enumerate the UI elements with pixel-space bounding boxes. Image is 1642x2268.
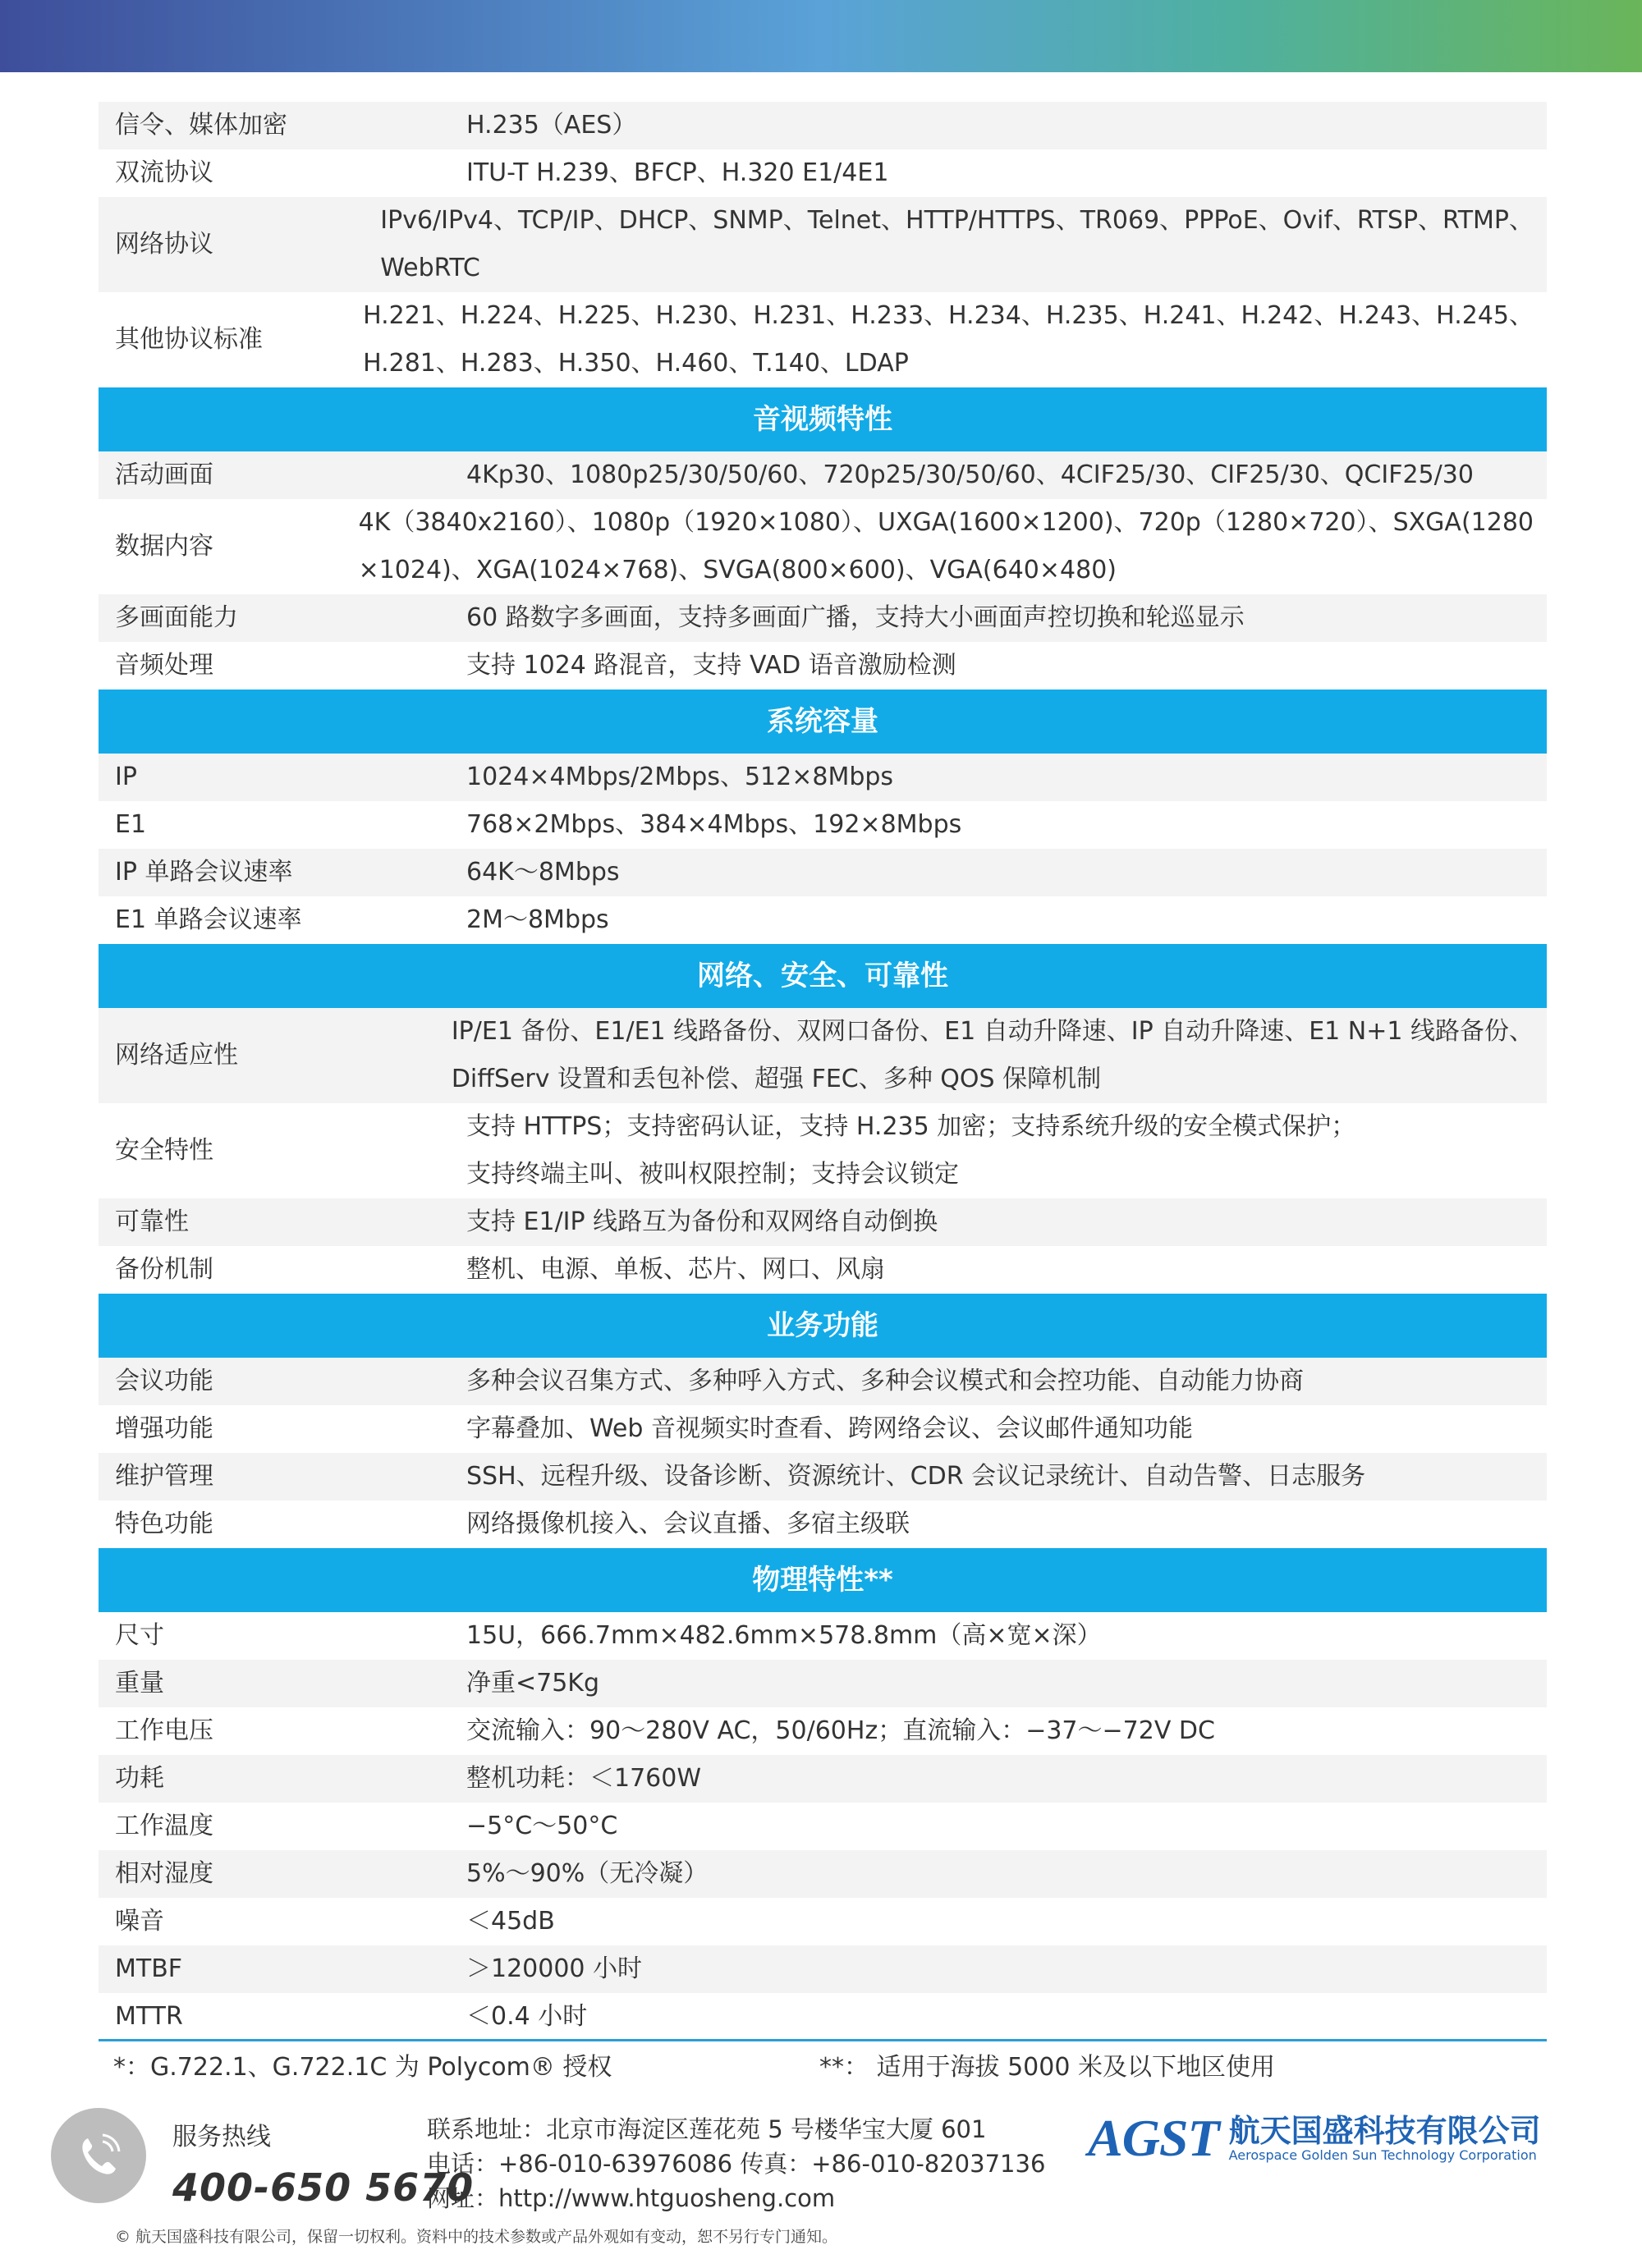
- spec-value: [466, 1358, 1547, 1405]
- spec-value: [466, 149, 1547, 197]
- spec-label: 备份机制: [115, 1255, 213, 1284]
- spec-label: 重量: [115, 1669, 164, 1698]
- contact-phone-fax: 电话：+86-010-63976086 传真：+86-010-82037136: [427, 2150, 1046, 2178]
- spec-value-line: 支持 HTTPS；支持密码认证，支持 H.235 加密；支持系统升级的安全模式保护；: [466, 1112, 1356, 1141]
- spec-value-line: H.281、H.283、H.350、H.460、T.140、LDAP: [363, 349, 909, 378]
- spec-group-capacity: [99, 754, 1547, 944]
- spec-value-line: 字幕叠加、Web 音视频实时查看、跨网络会议、会议邮件通知功能: [466, 1414, 1193, 1443]
- spec-value-line: 支持 E1/IP 线路互为备份和双网络自动倒换: [466, 1207, 938, 1236]
- spec-row: [99, 849, 1547, 896]
- spec-group-security: [99, 1008, 1547, 1294]
- spec-value-line: 5%～90%（无冷凝）: [466, 1859, 709, 1888]
- spec-value-line: 1024×4Mbps/2Mbps、512×8Mbps: [466, 763, 894, 791]
- spec-value: [466, 1103, 1547, 1198]
- section-header-av: 音视频特性: [99, 387, 1547, 451]
- spec-label: 工作温度: [115, 1812, 213, 1840]
- spec-row: [99, 896, 1547, 944]
- spec-value: [466, 1501, 1547, 1548]
- spec-label: MTBF: [115, 1954, 183, 1983]
- spec-row: [99, 1103, 1547, 1198]
- spec-group-av: [99, 451, 1547, 690]
- spec-value-line: SSH、远程升级、设备诊断、资源统计、CDR 会议记录统计、自动告警、日志服务: [466, 1462, 1366, 1491]
- spec-label: 网络协议: [115, 230, 213, 259]
- spec-label: MTTR: [115, 2002, 183, 2031]
- spec-row: [99, 642, 1547, 690]
- section-header-security: 网络、安全、可靠性: [99, 944, 1547, 1008]
- contact-address: 联系地址：北京市海淀区莲花苑 5 号楼华宝大厦 601: [427, 2115, 987, 2143]
- spec-value: [466, 896, 1547, 944]
- spec-value-line: ＞120000 小时: [466, 1954, 643, 1983]
- spec-row: [99, 1707, 1547, 1755]
- copyright-notice: © 航天国盛科技有限公司，保留一切权利。资料中的技术参数或产品外观如有变动，恕不另行专门通知。: [115, 2228, 838, 2246]
- spec-label: 工作电压: [115, 1716, 213, 1745]
- spec-label: E1 单路会议速率: [115, 905, 302, 934]
- spec-row: [99, 1198, 1547, 1246]
- spec-row: [99, 1755, 1547, 1803]
- logo-text: [1229, 2114, 1541, 2163]
- spec-value: [466, 801, 1547, 849]
- section-header-business: 业务功能: [99, 1294, 1547, 1358]
- spec-label: 其他协议标准: [115, 325, 263, 354]
- spec-label: 网络适应性: [115, 1041, 238, 1070]
- spec-value: [466, 102, 1547, 149]
- spec-value-line: 网络摄像机接入、会议直播、多宿主级联: [466, 1510, 910, 1538]
- section-header-capacity: 系统容量: [99, 690, 1547, 754]
- spec-value-line: 15U，666.7mm×482.6mm×578.8mm（高×宽×深）: [466, 1621, 1102, 1650]
- spec-label: E1: [115, 810, 147, 839]
- section-header-physical: 物理特性**: [99, 1548, 1547, 1612]
- spec-label: 相对湿度: [115, 1859, 213, 1888]
- spec-row: [99, 499, 1547, 594]
- spec-row: [99, 149, 1547, 197]
- spec-value-line: 60 路数字多画面，支持多画面广播，支持大小画面声控切换和轮巡显示: [466, 603, 1245, 632]
- spec-value-line: 支持 1024 路混音，支持 VAD 语音激励检测: [466, 651, 956, 680]
- spec-table: [99, 102, 1547, 2041]
- spec-label: IP 单路会议速率: [115, 858, 293, 887]
- spec-value: [466, 1898, 1547, 1945]
- spec-value: [466, 1612, 1547, 1660]
- spec-value: [380, 197, 1547, 292]
- contact-website: 网址：http://www.htguosheng.com: [427, 2184, 836, 2212]
- spec-value: [466, 1405, 1547, 1453]
- logo-mark: AGST: [1088, 2109, 1219, 2167]
- spec-row: [99, 1405, 1547, 1453]
- spec-row: [99, 754, 1547, 801]
- spec-label: 可靠性: [115, 1207, 189, 1236]
- spec-label: 多画面能力: [115, 603, 238, 632]
- spec-group-business: [99, 1358, 1547, 1548]
- spec-value: [466, 1850, 1547, 1898]
- spec-value-line: IPv6/IPv4、TCP/IP、DHCP、SNMP、Telnet、HTTP/HTTPS、TR069、PPPoE、Ovif、RTSP、RTMP、: [380, 206, 1534, 235]
- spec-value-line: 4K（3840x2160）、1080p（1920×1080）、UXGA(1600×1200)、720p（1280×720）、SXGA(1280: [358, 508, 1534, 537]
- hotline-number: 400-650 5670: [172, 2165, 475, 2210]
- spec-label: 会议功能: [115, 1367, 213, 1395]
- top-gradient-bar: [0, 0, 1642, 72]
- spec-label: 维护管理: [115, 1462, 213, 1491]
- spec-label: 噪音: [115, 1907, 164, 1936]
- spec-value-line: −5°C～50°C: [466, 1812, 618, 1840]
- spec-label: 信令、媒体加密: [115, 111, 287, 140]
- spec-value-line: H.235（AES）: [466, 111, 637, 140]
- spec-row: [99, 292, 1547, 387]
- spec-value-line: 多种会议召集方式、多种呼入方式、多种会议模式和会控功能、自动能力协商: [466, 1367, 1304, 1395]
- spec-row: [99, 1453, 1547, 1501]
- spec-row: [99, 1660, 1547, 1707]
- spec-row: [99, 594, 1547, 642]
- spec-value: [466, 1453, 1547, 1501]
- hotline-label: 服务热线: [172, 2123, 271, 2151]
- spec-row: [99, 1993, 1547, 2041]
- spec-value-line: 2M～8Mbps: [466, 905, 609, 934]
- spec-label: 音频处理: [115, 651, 213, 680]
- spec-value: [466, 1707, 1547, 1755]
- spec-row: [99, 1898, 1547, 1945]
- spec-value: [466, 642, 1547, 690]
- spec-value: [466, 1945, 1547, 1993]
- company-name-en: Aerospace Golden Sun Technology Corporation: [1228, 2147, 1537, 2163]
- spec-label: 增强功能: [115, 1414, 213, 1443]
- spec-value: [466, 1803, 1547, 1850]
- spec-label: 特色功能: [115, 1510, 213, 1538]
- company-name-cn: 航天国盛科技有限公司: [1228, 2113, 1541, 2149]
- table-bottom-rule: [99, 2039, 1547, 2041]
- spec-value-line: 交流输入：90～280V AC，50/60Hz；直流输入：−37～−72V DC: [466, 1716, 1215, 1745]
- spec-group-protocols: [99, 102, 1547, 387]
- spec-row: [99, 1501, 1547, 1548]
- spec-value-line: 4Kp30、1080p25/30/50/60、720p25/30/50/60、4CIF25/30、CIF25/30、QCIF25/30: [466, 460, 1474, 489]
- spec-label: IP: [115, 763, 137, 791]
- spec-label: 双流协议: [115, 158, 213, 187]
- spec-label: 数据内容: [115, 532, 213, 561]
- spec-value-line: 768×2Mbps、384×4Mbps、192×8Mbps: [466, 810, 962, 839]
- spec-row: [99, 801, 1547, 849]
- spec-value: [363, 292, 1547, 387]
- spec-value-line: 整机、电源、单板、芯片、网口、风扇: [466, 1255, 885, 1284]
- spec-value-line: 64K～8Mbps: [466, 858, 620, 887]
- spec-value-line: IP/E1 备份、E1/E1 线路备份、双网口备份、E1 自动升降速、IP 自动升降速、E1 N+1 线路备份、: [451, 1017, 1534, 1046]
- spec-row: [99, 1358, 1547, 1405]
- spec-value: [466, 451, 1547, 499]
- spec-label: 尺寸: [115, 1621, 164, 1650]
- spec-value: [466, 1755, 1547, 1803]
- spec-value: [466, 849, 1547, 896]
- phone-icon: [51, 2108, 146, 2203]
- spec-value-line: ＜0.4 小时: [466, 2002, 588, 2031]
- spec-value-line: 整机功耗：＜1760W: [466, 1764, 702, 1793]
- spec-row: [99, 197, 1547, 292]
- spec-value-line: ×1024)、XGA(1024×768)、SVGA(800×600)、VGA(640×480): [358, 556, 1117, 584]
- spec-row: [99, 1945, 1547, 1993]
- spec-value-line: DiffServ 设置和丢包补偿、超强 FEC、多种 QOS 保障机制: [451, 1065, 1102, 1093]
- spec-value: [359, 499, 1547, 594]
- spec-row: [99, 1612, 1547, 1660]
- spec-value-line: WebRTC: [380, 254, 480, 282]
- spec-row: [99, 1246, 1547, 1294]
- spec-label: 功耗: [115, 1764, 164, 1793]
- spec-value: [466, 1993, 1547, 2041]
- spec-row: [99, 1803, 1547, 1850]
- footnote-altitude: **： 适用于海拔 5000 米及以下地区使用: [819, 2053, 1275, 2082]
- spec-value: [466, 1198, 1547, 1246]
- spec-value-line: 净重<75Kg: [466, 1669, 600, 1698]
- spec-value-line: 支持终端主叫、被叫权限控制；支持会议锁定: [466, 1160, 959, 1189]
- spec-label: 活动画面: [115, 460, 213, 489]
- spec-row: [99, 102, 1547, 149]
- spec-label: 安全特性: [115, 1136, 213, 1165]
- spec-row: [99, 1008, 1547, 1103]
- spec-value: [452, 1008, 1547, 1103]
- spec-value-line: ＜45dB: [466, 1907, 555, 1936]
- spec-row: [99, 1850, 1547, 1898]
- spec-value: [466, 594, 1547, 642]
- footnote-polycom: *：G.722.1、G.722.1C 为 Polycom® 授权: [113, 2053, 612, 2082]
- spec-row: [99, 451, 1547, 499]
- spec-value: [466, 1246, 1547, 1294]
- spec-value-line: ITU-T H.239、BFCP、H.320 E1/4E1: [466, 158, 889, 187]
- company-logo: [1088, 2110, 1541, 2167]
- spec-value: [466, 1660, 1547, 1707]
- spec-group-physical: [99, 1612, 1547, 2041]
- spec-value: [466, 754, 1547, 801]
- spec-value-line: H.221、H.224、H.225、H.230、H.231、H.233、H.234、H.235、H.241、H.242、H.243、H.245、: [363, 301, 1534, 330]
